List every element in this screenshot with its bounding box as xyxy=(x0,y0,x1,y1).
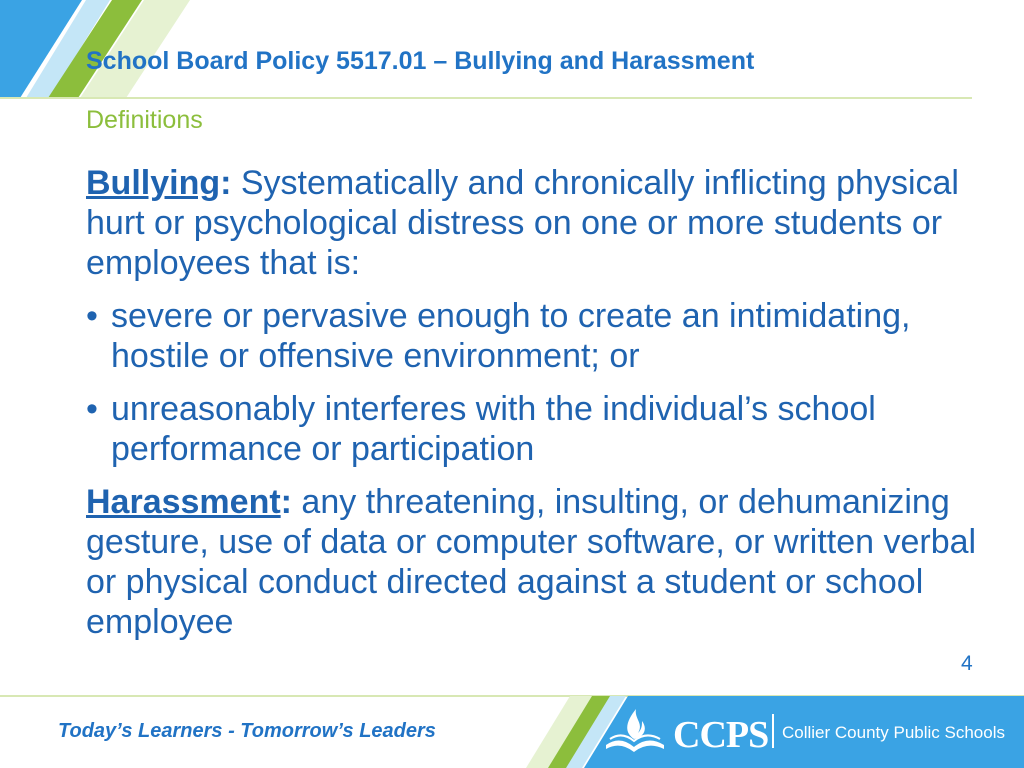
bullet-text: unreasonably interferes with the individual’s school performance or participation xyxy=(111,390,876,468)
page-number: 4 xyxy=(961,652,973,675)
bullying-term-group xyxy=(86,164,231,202)
harassment-definition xyxy=(86,482,986,642)
logo-divider xyxy=(772,714,774,748)
footer-tagline: Today’s Learners - Tomorrow’s Leaders xyxy=(58,720,436,742)
list-item xyxy=(86,389,986,469)
ccps-logo-text: CCPS xyxy=(673,714,769,756)
harassment-term-group xyxy=(86,483,292,521)
bullet-icon: • xyxy=(86,297,98,335)
header-divider-line xyxy=(0,97,972,99)
organization-name: Collier County Public Schools xyxy=(782,723,1005,742)
list-item xyxy=(86,296,986,376)
definitions-body xyxy=(86,163,986,642)
slide-title: School Board Policy 5517.01 – Bullying and Harassment xyxy=(86,47,755,75)
harassment-term: Harassment xyxy=(86,483,281,521)
bullying-term: Bullying xyxy=(86,164,221,202)
bullying-criteria-list xyxy=(86,296,986,469)
bullying-definition-text: Systematically and chronically inflicting physical hurt or psychological distress on one or more students or employees that is: xyxy=(86,164,959,282)
slide-subtitle: Definitions xyxy=(86,106,203,134)
open-book-flame-icon xyxy=(600,705,670,755)
bullying-colon: : xyxy=(220,164,232,202)
bullying-definition xyxy=(86,163,986,283)
bullet-icon: • xyxy=(86,390,98,428)
bullet-text: severe or pervasive enough to create an intimidating, hostile or offensive environment; or xyxy=(111,297,911,375)
harassment-colon: : xyxy=(280,483,292,521)
harassment-definition-text: any threatening, insulting, or dehumanizing gesture, use of data or computer software, or written verbal or physical conduct directed against a student or school employee xyxy=(86,483,977,641)
